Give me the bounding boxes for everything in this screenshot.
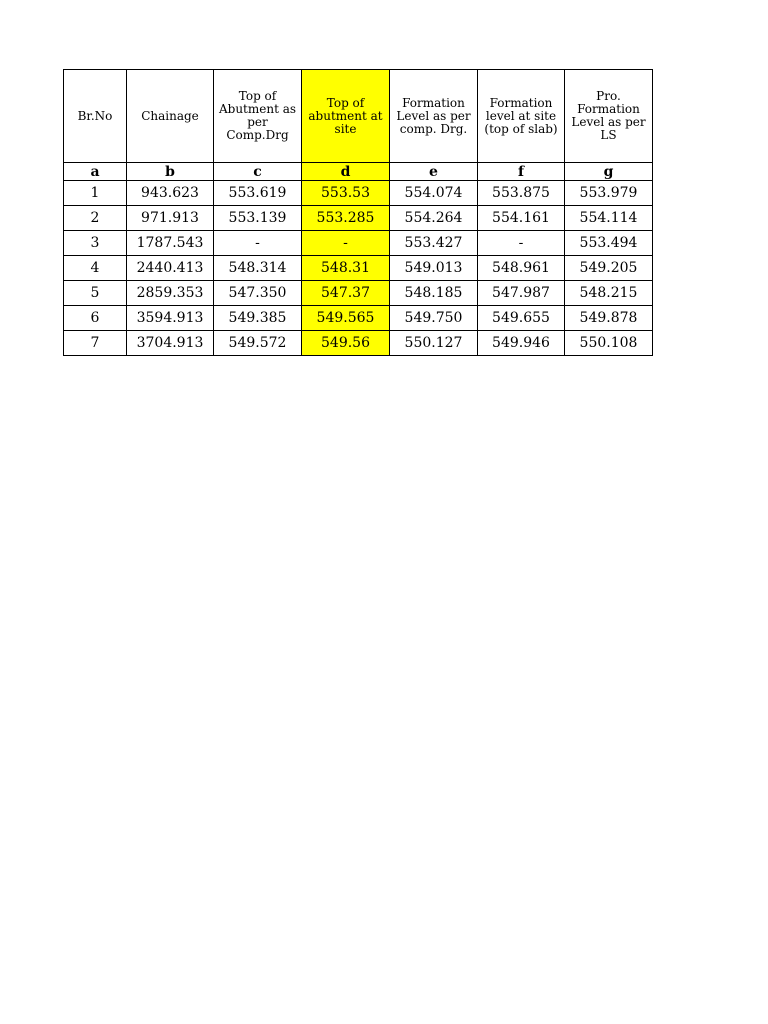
cell-br-no: 5 [64, 281, 127, 306]
header-chainage: Chainage [127, 70, 214, 163]
cell-formation-level-site: 548.961 [478, 256, 565, 281]
cell-chainage: 943.623 [127, 181, 214, 206]
header-top-abutment-comp-drg: Top of Abutment as per Comp.Drg [214, 70, 302, 163]
cell-top-abutment-comp-drg: 549.572 [214, 331, 302, 356]
cell-formation-level-site: 547.987 [478, 281, 565, 306]
cell-chainage: 1787.543 [127, 231, 214, 256]
column-letter: a [64, 163, 127, 181]
cell-top-abutment-site: 549.56 [302, 331, 390, 356]
cell-chainage: 2859.353 [127, 281, 214, 306]
column-letter: d [302, 163, 390, 181]
cell-chainage: 3594.913 [127, 306, 214, 331]
cell-formation-level-comp-drg: 554.264 [390, 206, 478, 231]
header-pro-formation-level-ls: Pro. Formation Level as per LS [565, 70, 653, 163]
cell-pro-formation-level-ls: 550.108 [565, 331, 653, 356]
table-row [64, 181, 653, 206]
cell-top-abutment-site: - [302, 231, 390, 256]
cell-pro-formation-level-ls: 553.494 [565, 231, 653, 256]
column-letter: f [478, 163, 565, 181]
table-row [64, 256, 653, 281]
cell-top-abutment-comp-drg: - [214, 231, 302, 256]
cell-top-abutment-site: 547.37 [302, 281, 390, 306]
cell-formation-level-site: 553.875 [478, 181, 565, 206]
cell-br-no: 7 [64, 331, 127, 356]
header-top-abutment-site: Top of abutment at site [302, 70, 390, 163]
cell-br-no: 2 [64, 206, 127, 231]
cell-chainage: 2440.413 [127, 256, 214, 281]
cell-top-abutment-comp-drg: 547.350 [214, 281, 302, 306]
cell-top-abutment-site: 553.285 [302, 206, 390, 231]
header-formation-level-site: Formation level at site (top of slab) [478, 70, 565, 163]
cell-br-no: 1 [64, 181, 127, 206]
cell-formation-level-site: - [478, 231, 565, 256]
header-formation-level-comp-drg: Formation Level as per comp. Drg. [390, 70, 478, 163]
cell-top-abutment-site: 549.565 [302, 306, 390, 331]
table-row [64, 331, 653, 356]
cell-pro-formation-level-ls: 548.215 [565, 281, 653, 306]
cell-top-abutment-comp-drg: 553.619 [214, 181, 302, 206]
column-letter-row [64, 163, 653, 181]
column-letter: b [127, 163, 214, 181]
cell-top-abutment-site: 548.31 [302, 256, 390, 281]
cell-top-abutment-comp-drg: 553.139 [214, 206, 302, 231]
table-row [64, 306, 653, 331]
cell-formation-level-comp-drg: 549.750 [390, 306, 478, 331]
cell-formation-level-comp-drg: 553.427 [390, 231, 478, 256]
cell-chainage: 971.913 [127, 206, 214, 231]
cell-br-no: 3 [64, 231, 127, 256]
header-row [64, 70, 653, 163]
cell-formation-level-site: 549.946 [478, 331, 565, 356]
data-rows [64, 181, 653, 356]
table-row [64, 231, 653, 256]
cell-pro-formation-level-ls: 549.205 [565, 256, 653, 281]
cell-pro-formation-level-ls: 553.979 [565, 181, 653, 206]
cell-pro-formation-level-ls: 549.878 [565, 306, 653, 331]
cell-formation-level-site: 549.655 [478, 306, 565, 331]
cell-chainage: 3704.913 [127, 331, 214, 356]
cell-formation-level-comp-drg: 548.185 [390, 281, 478, 306]
table-row [64, 281, 653, 306]
levels-table [63, 69, 653, 356]
cell-br-no: 4 [64, 256, 127, 281]
cell-formation-level-site: 554.161 [478, 206, 565, 231]
cell-formation-level-comp-drg: 550.127 [390, 331, 478, 356]
cell-top-abutment-comp-drg: 548.314 [214, 256, 302, 281]
column-letter: g [565, 163, 653, 181]
cell-formation-level-comp-drg: 554.074 [390, 181, 478, 206]
cell-top-abutment-site: 553.53 [302, 181, 390, 206]
cell-formation-level-comp-drg: 549.013 [390, 256, 478, 281]
cell-pro-formation-level-ls: 554.114 [565, 206, 653, 231]
cell-top-abutment-comp-drg: 549.385 [214, 306, 302, 331]
header-br-no: Br.No [64, 70, 127, 163]
column-letter: c [214, 163, 302, 181]
column-letter: e [390, 163, 478, 181]
cell-br-no: 6 [64, 306, 127, 331]
table-row [64, 206, 653, 231]
